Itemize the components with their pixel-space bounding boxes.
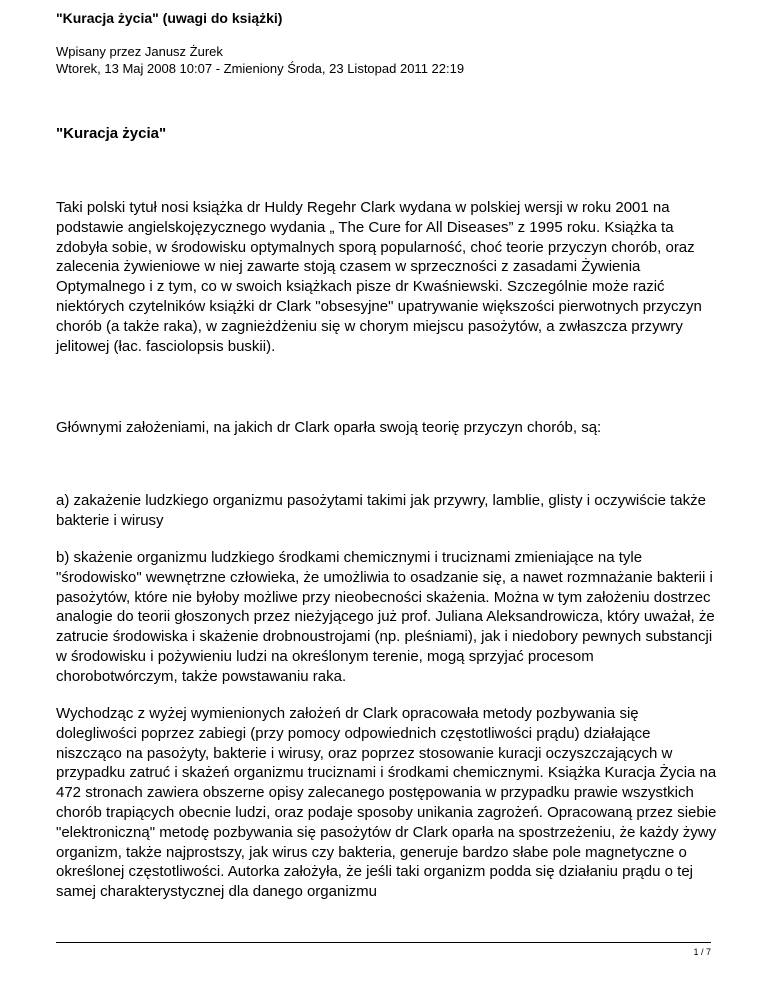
article-paragraph-methods: Wychodząc z wyżej wymienionych założeń dr Clark opracowała metody pozbywania się dolegliwości poprzez zabiegi (przy pomocy odpowiednich częstotliwości prądu) działające niszcząco na pasożyty, bakterie i wirusy, oraz poprzez stosowanie kuracji oczyszczających w przypadku zatruć i skażeń organizmu truciznami i środkami chemicznymi. Książka Kuracja Życia na 472 stronach zawiera obszerne opisy zalecanego postępowania w przypadku prawie wszystkich chorób trapiących obecnie ludzi, oraz podaje sposoby unikania zagrożeń. Opracowaną przez siebie "elektroniczną" metodę pozbywania się pasożytów dr Clark oparła na spostrzeżeniu, że każdy żywy organizm, także najprostszy, jak wirus czy bakteria, generuje bardzo słabe pole magnetyczne o określonej częstotliwości. Autorka założyła, że jeśli taki organizm podda się działaniu prądu o tej samej charakterystycznej dla danego organizmu	[56, 705, 717, 901]
date-line: Wtorek, 13 Maj 2008 10:07 - Zmieniony Środa, 23 Listopad 2011 22:19	[56, 61, 465, 76]
article-paragraph-point-a: a) zakażenie ludzkiego organizmu pasożytami takimi jak przywry, lamblie, glisty i oczywiście także bakterie i wirusy	[56, 492, 706, 529]
footer-divider	[56, 942, 711, 943]
document-title: "Kuracja życia" (uwagi do książki)	[56, 10, 283, 26]
article-paragraph-point-b: b) skażenie organizmu ludzkiego środkami chemicznymi i truciznami zmieniające na tyle "środowisko" wewnętrzne człowieka, że umożliwia to osadzanie się, a nawet rozmnażanie bakterii i pasożytów, które nie byłoby możliwe przy nieobecności skażenia. Można w tym założeniu dostrzec analogie do teorii głoszonych przez nieżyjącego już prof. Juliana Aleksandrowicza, który uważał, że zatrucie środowiska i skażenie drobnoustrojami (np. pleśniami), jak i niedobory pewnych substancji w środowisku i pożywieniu ludzi na określonym terenie, mogą sprzyjać procesom chorobotwórczym, także powstawaniu raka.	[56, 549, 715, 685]
page-number: 1 / 7	[693, 947, 711, 957]
article-paragraph-assumptions: Głównymi założeniami, na jakich dr Clark oparła swoją teorię przyczyn chorób, są:	[56, 419, 602, 436]
author-line: Wpisany przez Janusz Żurek	[56, 44, 223, 59]
article-heading: "Kuracja życia"	[56, 125, 167, 142]
article-paragraph-intro: Taki polski tytuł nosi książka dr Huldy Regehr Clark wydana w polskiej wersji w roku 2001 na podstawie angielskojęzycznego wydania „ The Cure for All Diseases” z 1995 roku. Książka ta zdobyła sobie, w środowisku optymalnych sporą popularność, choć teorie przyczyn chorób, oraz zalecenia żywieniowe w niej zawarte stoją czasem w sprzeczności z zasadami Żywienia Optymalnego i z tym, co w swoich książkach pisze dr Kwaśniewski. Szczególnie może razić niektórych czytelników książki dr Clark "obsesyjne" upatrywanie większości pierwotnych przyczyn chorób (a także raka), w zagnieżdżeniu się w chorym miejscu pasożytów, a zwłaszcza przywry jelitowej (łac. fasciolopsis buskii).	[56, 199, 702, 355]
